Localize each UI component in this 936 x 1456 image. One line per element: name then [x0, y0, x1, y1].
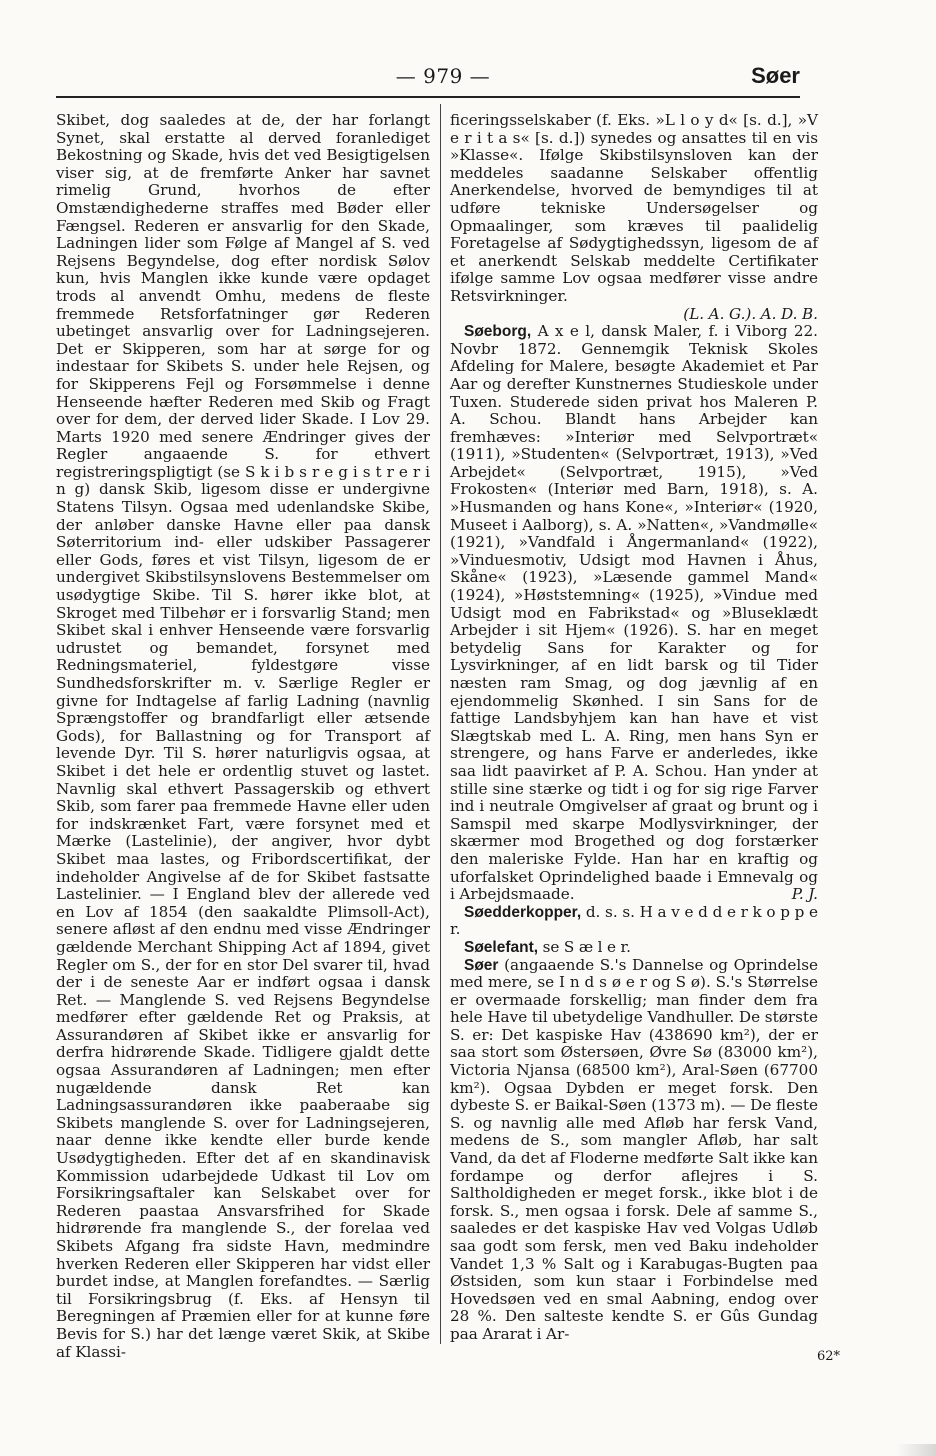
right-column — [450, 112, 818, 1346]
entry-body: se S æ l e r. — [542, 937, 631, 956]
entry-body: (angaaende S.'s Dannelse og Oprindelse med mere, se I n d s ø e r og S ø). S.'s Størrelse er overmaade forskellig; man finder dem fra hele Have til ubetydelige Vandhuller. De største S. er: Det kaspiske Hav (438690 km²), der er saa stort som Østersøen, Øvre Sø (83000 km²), Victoria Njansa (68500 km²), Aral-Søen (67700 km²). Ogsaa Dybden er meget forsk. Den dybeste S. er Baikal-Søen (1373 m). — De fleste S. og navnlig alle med Afløb har fersk Vand, medens de S., som mangler Afløb, har salt Vand, da det af Floderne medførte Salt ikke kan fordampe og derfor aflejres i S. Saltholdigheden er meget forsk., ikke blot i de forsk. S., men ogsaa i forsk. Dele af samme S., saaledes er det kaspiske Hav ved Volgas Udløb saa godt som fersk, men ved Baku indeholder Vandet 1,3 % Salt og i Karabugas-Bugten paa Østsiden, som kun staar i Forbindelse med Hovedsøen ved en smal Aabning, endog over 28 %. Den salteste kendte S. er Gûs Gundag paa Ararat i Ar- — [450, 955, 818, 1343]
entry-soeborg — [450, 323, 818, 904]
entry-headword: Søedderkopper, — [464, 903, 582, 921]
page-header — [0, 0, 936, 112]
entry-headword: Søer — [464, 956, 499, 974]
entry-soeer — [450, 957, 818, 1344]
entry-soelefant — [450, 939, 818, 957]
entry-headword: Søeborg, — [464, 323, 532, 341]
continuation-text: ficeringsselskaber (f. Eks. »L l o y d« [s. d.], »V e r i t a s« [s. d.]) synedes og ansattes til en vis »Klasse«. Ifølge Skibstilsynsloven kan der meddeles saadanne Selskaber offentlig Anerkendelse, hvorved de bemyndiges til at udføre tekniske Undersøgelser og Opmaalinger, som kræves til paalidelig Foretagelse af Sødygtighedssyn, ligesom de af et anerkendt Selskab meddelte Certifikater ifølge samme Lov ogsaa medfører visse andre Retsvirkninger. — [450, 111, 818, 305]
entry-soedderkopper — [450, 904, 818, 939]
entry-signature: P. J. — [791, 885, 818, 904]
page-number: — 979 — — [395, 64, 491, 88]
scan-artifact — [896, 1444, 936, 1456]
entry-body: d. s. s. H a v e d d e r k o p p e r. — [450, 902, 818, 939]
entry-headword: Søelefant, — [464, 938, 539, 956]
continuation-signature: (L. A. G.). A. D. B. — [683, 304, 818, 323]
sheet-signature-mark: 62* — [816, 1349, 840, 1364]
running-head-keyword: Søer — [751, 63, 800, 88]
left-column-text: Skibet, dog saaledes at de, der har forlangt Synet, skal erstatte al derved foranlediget Bekostning og Skade, hvis det ved Besigtigelsen viser sig, at de fremførte Anker har savnet rimelig Grund, hvorhos de efter Omstændighederne straffes med Bøder eller Fængsel. Rederen er ansvarlig for den Skade, Ladningen lider som Følge af Mangel af S. ved Rejsens Begyndelse, dog efter nordisk Sølov kun, hvis Manglen ikke kunde være opdaget trods al anvendt Omhu, medens de fleste fremmede Retsforfatninger gør Rederen ubetinget ansvarlig over for Ladningsejeren. Det er Skipperen, som har at sørge for og indestaar for Skibets S. under hele Rejsen, og for Skipperens Fejl og Forsømmelse i denne Henseende hæfter Rederen med Skib og Fragt over for dem, der derved lider Skade. I Lov 29. Marts 1920 med senere Ændringer gives der Regler angaaende S. for ethvert registreringspligtigt (se S k i b s r e g i s t r e r i n g) dansk Skib, ligesom disse er undergivne Statens Tilsyn. Ogsaa med udenlandske Skibe, der anløber danske Havne eller paa dansk Søterritorium ind- eller udskiber Passagerer eller Gods, føres et vist Tilsyn, ligesom de er undergivet Skibstilsynslovens Bestemmelser om usødygtige Skibe. Til S. hører ikke blot, at Skroget med Tilbehør er i forsvarlig Stand; men Skibet skal i enhver Henseende være forsvarlig udrustet og bemandet, forsynet med Redningsmateriel, fyldestgøre visse Sundhedsforskrifter m. v. Særlige Regler er givne for Indtagelse af farlig Ladning (navnlig Sprængstoffer og brandfarligt eller ætsende Gods), for Ballastning og for Transport af levende Dyr. Til S. hører naturligvis ogsaa, at Skibet i det hele er ordentlig stuvet og lastet. Navnlig skal ethvert Passagerskib og ethvert Skib, som farer paa fremmede Havne eller uden for indskrænket Fart, være forsynet med et Mærke (Lastelinie), der angiver, hvor dybt Skibet maa lastes, og Fribordscertifikat, der indeholder Angivelse af de for Skibet fastsatte Lastelinier. — I England blev der allerede ved en Lov af 1854 (den saakaldte Plimsoll-Act), senere afløst af den endnu med visse Ændringer gældende Merchant Shipping Act af 1894, givet Regler om S., der for en stor Del svarer til, hvad der i de seneste Aar er indført ogsaa i dansk Ret. — Manglende S. ved Rejsens Begyndelse medfører efter gældende Ret og Praksis, at Assurandøren af Skibet ikke er ansvarlig for derfra hidrørende Skade. Tidligere gjaldt dette ogsaa Assurandøren af Ladningen; men efter nugældende dansk Ret kan Ladningsassurandøren ikke paaberaabe sig Skibets manglende S. over for Ladningsejeren, naar denne ikke kendte eller burde kende Usødygtigheden. Efter det af en skandinavisk Kommission udarbejdede Udkast til Lov om Forsikringsaftaler kan Selskabet over for Rederen paastaa Ansvarsfrihed for Skade hidrørende fra manglende S., der forelaa ved Skibets Afgang fra sidste Havn, medmindre hverken Rederen eller Skipperen har vidst eller burdet indse, at Manglen forefandtes. — Særlig til Forsikringsbrug (f. Eks. af Hensyn til Beregningen af Præmien eller for at kunne føre Bevis for S.) har det længe været Skik, at Skibe af Klassi- — [56, 111, 430, 1361]
column-divider — [440, 104, 441, 1344]
entry-body: A x e l, dansk Maler, f. i Viborg 22. Novbr 1872. Gennemgik Teknisk Skoles Afdeling for Malere, besøgte Akademiet et Par Aar og derefter Kunstnernes Studieskole under Tuxen. Studerede siden privat hos Maleren P. A. Schou. Blandt hans Arbejder kan fremhæves: »Interiør med Selvportræt« (1911), »Studenten« (Selvportræt, 1913), »Ved Arbejdet« (Selvportræt, 1915), »Ved Frokosten« (Interiør med Barn, 1918), s. A. »Husmanden og hans Kone«, »Interiør« (1920, Museet i Aalborg), s. A. »Natten«, »Vandmølle« (1921), »Vandfald i Ångermanland« (1922), »Vinduesmotiv, Udsigt mod Havnen i Åhus, Skåne« (1923), »Læsende gammel Mand« (1924), »Høststemning« (1925), »Vindue med Udsigt mod en Fabrikstad« og »Bluseklædt Arbejder i sit Hjem« (1926). S. har en meget betydelig Sans for Karakter og for Lysvirkninger, af en lidt barsk og til Tider næsten ram Smag, og dog jævnlig af en ejendommelig Skønhed. I sin Sans for de fattige Landsbyhjem kan han have et vist Slægtskab med L. A. Ring, men hans Syn er strengere, og hans Farve er anderledes, ikke saa lidt paavirket af P. A. Schou. Han ynder at stille sine stærke og tidt i og for sig rige Farver ind i neutrale Omgivelser af graat og brunt og i Samspil med skarpe Modlysvirkninger, der skærmer mod Brogethed og dog forstærker den maleriske Fylde. Han har en kraftig og uforfalsket Oprindelighed baade i Emnevalg og i Arbejdsmaade. — [450, 322, 818, 904]
left-column — [56, 111, 430, 1361]
header-rule — [56, 96, 800, 98]
